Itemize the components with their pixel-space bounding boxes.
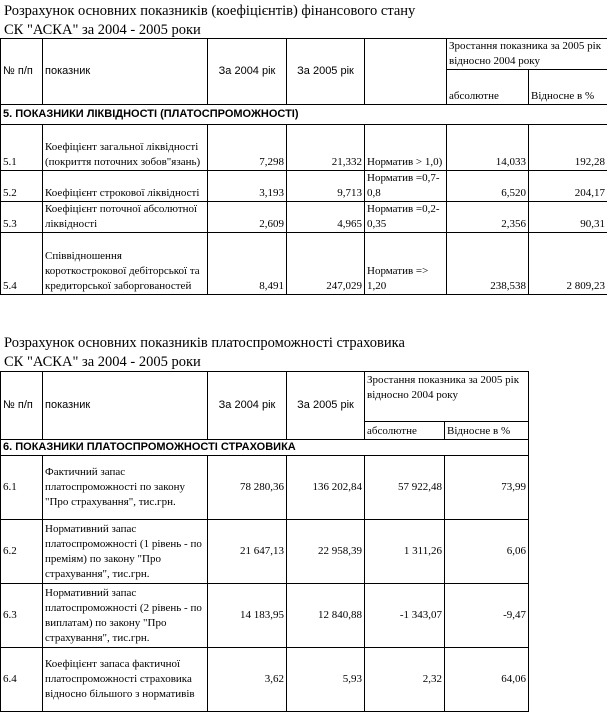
row-name: Нормативний запас платоспроможності (2 рівень - по виплатам) по закону "Про страхування", тис.грн. — [43, 584, 208, 648]
header-growth: Зростання показника за 2005 рік відносно 2004 року — [365, 372, 529, 422]
table2-title-line1: Розрахунок основних показників платоспроможності страховика — [4, 334, 405, 352]
header-indicator: показник — [43, 372, 208, 440]
table-row — [1, 520, 529, 584]
row-norm: Норматив > 1,0) — [365, 125, 447, 171]
row-pct: 64,06 — [445, 648, 529, 712]
row-2004: 3,193 — [208, 171, 287, 202]
header-abs: абсолютне — [447, 70, 529, 105]
header-pct: Відносне в % — [529, 70, 607, 105]
row-2005: 21,332 — [287, 125, 365, 171]
table-row — [1, 202, 607, 233]
row-name: Коефіцієнт строкової ліквідності — [43, 171, 208, 202]
row-name: Нормативний запас платоспроможності (1 рівень - по преміям) по закону "Про страхування", тис.грн. — [43, 520, 208, 584]
table-row — [1, 125, 607, 171]
row-abs: 1 311,26 — [365, 520, 445, 584]
liquidity-table — [0, 38, 607, 295]
solvency-table — [0, 371, 529, 712]
row-abs: 2,356 — [447, 202, 529, 233]
row-pct: 90,31 — [529, 202, 607, 233]
row-2004: 2,609 — [208, 202, 287, 233]
row-2005: 22 958,39 — [287, 520, 365, 584]
row-norm: Норматив =0,7-0,8 — [365, 171, 447, 202]
row-pct: 6,06 — [445, 520, 529, 584]
row-2004: 14 183,95 — [208, 584, 287, 648]
header-2004: За 2004 рік — [208, 39, 287, 105]
header-2005: За 2005 рік — [287, 372, 365, 440]
row-abs: 6,520 — [447, 171, 529, 202]
row-2004: 3,62 — [208, 648, 287, 712]
row-pct: 2 809,23 — [529, 233, 607, 295]
row-pct: -9,47 — [445, 584, 529, 648]
row-name: Коефіцієнт запаса фактичної платоспроможності страховика відносно більшого з нормативів — [43, 648, 208, 712]
header-num: № п/п — [1, 372, 43, 440]
table-row — [1, 584, 529, 648]
row-2004: 21 647,13 — [208, 520, 287, 584]
row-pct: 192,28 — [529, 125, 607, 171]
row-abs: 2,32 — [365, 648, 445, 712]
row-abs: 57 922,48 — [365, 456, 445, 520]
row-num: 6.2 — [1, 520, 43, 584]
section-liquidity: 5. ПОКАЗНИКИ ЛІКВІДНОСТІ (ПЛАТОСПРОМОЖНОСТІ) — [1, 105, 607, 125]
row-2005: 12 840,88 — [287, 584, 365, 648]
row-2005: 247,029 — [287, 233, 365, 295]
row-name: Фактичний запас платоспроможності по закону "Про страхування", тис.грн. — [43, 456, 208, 520]
row-abs: 14,033 — [447, 125, 529, 171]
table-row — [1, 456, 529, 520]
row-norm: Норматив =0,2-0,35 — [365, 202, 447, 233]
row-name: Коефіцієнт загальної ліквідності (покриття поточних зобов"язань) — [43, 125, 208, 171]
row-2005: 136 202,84 — [287, 456, 365, 520]
table2-title-line2: СК "АСКА" за 2004 - 2005 роки — [4, 353, 201, 371]
row-num: 5.2 — [1, 171, 43, 202]
row-num: 5.1 — [1, 125, 43, 171]
row-2005: 4,965 — [287, 202, 365, 233]
row-num: 5.4 — [1, 233, 43, 295]
row-name: Коефіцієнт поточної абсолютної ліквідності — [43, 202, 208, 233]
row-abs: 238,538 — [447, 233, 529, 295]
row-2005: 5,93 — [287, 648, 365, 712]
header-pct: Відносне в % — [445, 422, 529, 440]
header-abs: абсолютне — [365, 422, 445, 440]
table-row — [1, 233, 607, 295]
row-2004: 8,491 — [208, 233, 287, 295]
table-row — [1, 171, 607, 202]
row-abs: -1 343,07 — [365, 584, 445, 648]
header-indicator: показник — [43, 39, 208, 105]
row-2005: 9,713 — [287, 171, 365, 202]
table1-title-line1: Розрахунок основних показників (коефіцієнтів) фінансового стану — [4, 2, 415, 20]
row-pct: 73,99 — [445, 456, 529, 520]
row-num: 6.3 — [1, 584, 43, 648]
header-growth: Зростання показника за 2005 рік відносно 2004 року — [447, 39, 607, 70]
section-solvency: 6. ПОКАЗНИКИ ПЛАТОСПРОМОЖНОСТІ СТРАХОВИКА — [1, 440, 529, 456]
row-pct: 204,17 — [529, 171, 607, 202]
row-2004: 78 280,36 — [208, 456, 287, 520]
row-num: 5.3 — [1, 202, 43, 233]
row-norm: Норматив => 1,20 — [365, 233, 447, 295]
row-name: Співвідношення короткострокової дебіторської та кредиторської заборгованостей — [43, 233, 208, 295]
header-2005: За 2005 рік — [287, 39, 365, 105]
row-num: 6.4 — [1, 648, 43, 712]
header-2004: За 2004 рік — [208, 372, 287, 440]
table1-title-line2: СК "АСКА" за 2004 - 2005 роки — [4, 21, 201, 39]
row-num: 6.1 — [1, 456, 43, 520]
table-row — [1, 648, 529, 712]
row-2004: 7,298 — [208, 125, 287, 171]
header-num: № п/п — [1, 39, 43, 105]
